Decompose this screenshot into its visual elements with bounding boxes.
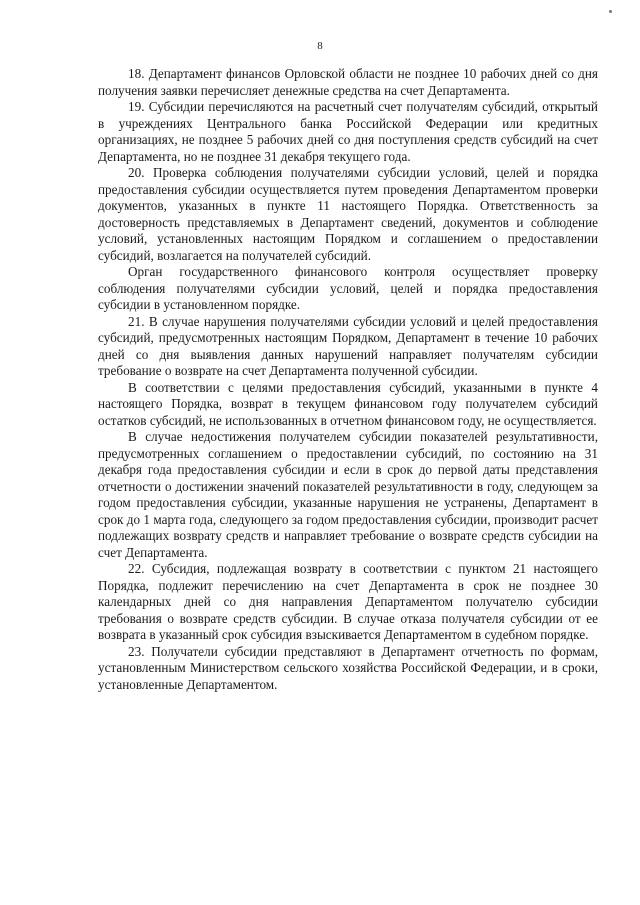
paragraph-21-performance: В случае недостижения получателем субсидии показателей результативности, предусмотренных соглашением о предоставлении субсидий, по состоянию на 31 декабря года предоставления субсидии и если в срок до первой даты представления отчетности о достижении значений показателей результативности в году, следующем за годом предоставления субсидии, указанные нарушения не устранены, Департамент в срок до 1 марта года, следующего за годом предоставления субсидии, производит расчет подлежащих возврату средств и направляет требование о возврате средств субсидии на счет Департамента. xyxy=(98,429,598,560)
paragraph-21: 21. В случае нарушения получателями субсидии условий и целей предоставления субсидий, предусмотренных настоящим Порядком, Департамент в течение 10 рабочих дней со дня выявления данных нарушений направляет получателям субсидии требование о возврате на счет Департамента полученной субсидии. xyxy=(98,313,598,378)
paragraph-20: 20. Проверка соблюдения получателями субсидии условий, целей и порядка предоставления субсидии осуществляется путем проведения Департаментом проверки документов, указанных в пункте 11 настоящего Порядка. Ответственность за достоверность представляемых в Департамент сведений, документов и соблюдение условий, установленных настоящим Порядком и соглашением о предоставлении субсидий, возлагается на получателей субсидий. xyxy=(98,165,598,263)
page-number: 8 xyxy=(317,40,323,52)
paragraph-18: 18. Департамент финансов Орловской области не позднее 10 рабочих дней со дня получения заявки перечисляет денежные средства на счет Департамента. xyxy=(98,66,598,98)
paragraph-23: 23. Получатели субсидии представляют в Департамент отчетность по формам, установленным Министерством сельского хозяйства Российской Федерации, и в сроки, установленные Департаментом. xyxy=(98,643,598,692)
paragraph-22: 22. Субсидия, подлежащая возврату в соответствии с пунктом 21 настоящего Порядка, подлежит перечислению на счет Департамента в срок не позднее 30 календарных дней со дня направления Департаментом получателю субсидии требования о возврате средств субсидии. В случае отказа получателя субсидии от ее возврата в указанный срок субсидия взыскивается Департаментом в судебном порядке. xyxy=(98,561,598,642)
paragraph-19: 19. Субсидии перечисляются на расчетный счет получателям субсидий, открытый в учреждениях Центрального банка Российской Федерации или кредитных организациях, не позднее 5 рабочих дней со дня поступления средств субсидий на счет Департамента, но не позднее 31 декабря текущего года. xyxy=(98,99,598,164)
document-body xyxy=(98,66,598,693)
paragraph-21-return-goals: В соответствии с целями предоставления субсидий, указанными в пункте 4 настоящего Порядка, возврат в текущем финансовом году получателем субсидий остатков субсидий, не использованных в отчетном финансовом году, не осуществляется. xyxy=(98,379,598,428)
paragraph-control-body: Орган государственного финансового контроля осуществляет проверку соблюдения получателями субсидии условий, целей и порядка предоставления субсидии в установленном порядке. xyxy=(98,264,598,312)
scan-mark xyxy=(609,10,612,13)
